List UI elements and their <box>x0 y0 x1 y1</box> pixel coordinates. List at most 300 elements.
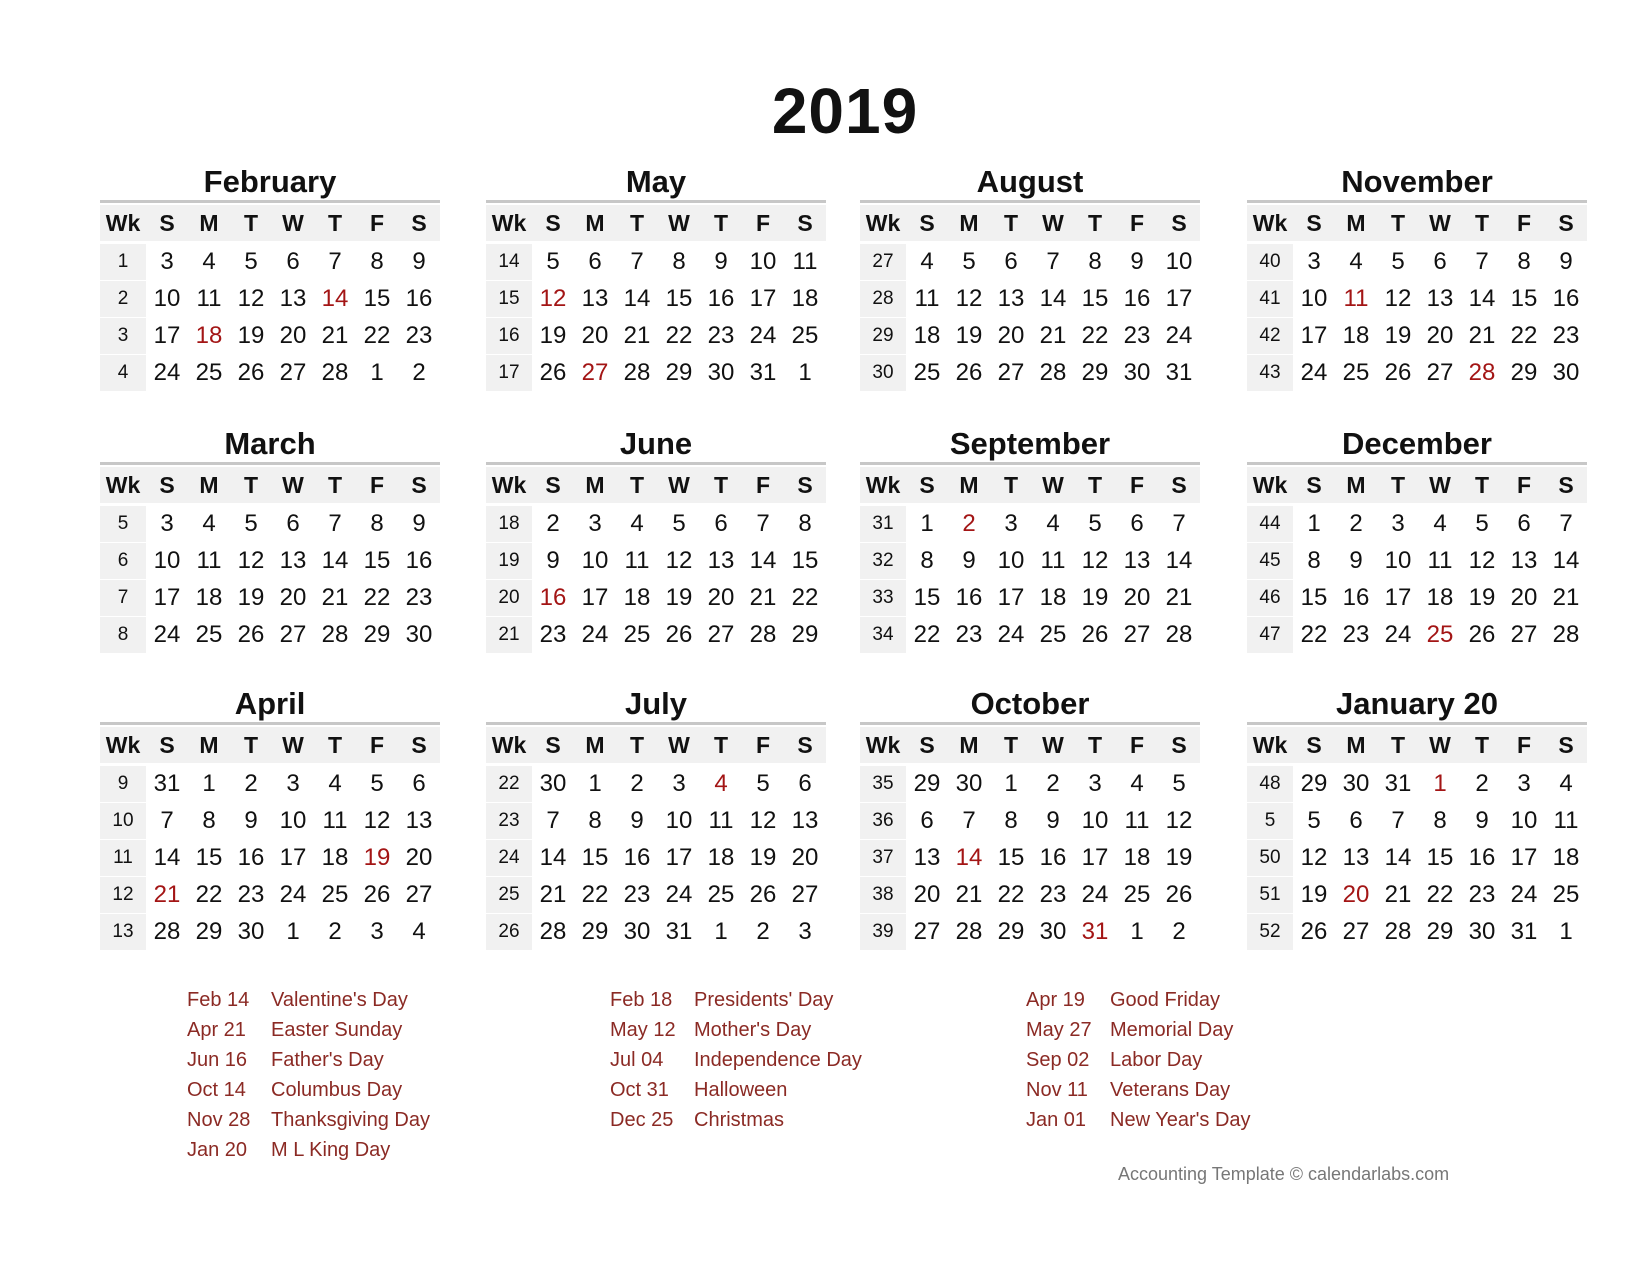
day-cell: 13 <box>581 284 609 312</box>
week-number: 17 <box>486 355 532 391</box>
month-may <box>486 164 826 391</box>
day-cell: 20 <box>581 321 609 349</box>
day-cell: 17 <box>581 583 609 611</box>
month-grid <box>486 205 826 391</box>
weekday-label: S <box>1545 205 1587 241</box>
day-cell: 21 <box>321 321 349 349</box>
day-cell: 26 <box>237 620 265 648</box>
day-cell: 6 <box>1349 806 1363 834</box>
day-cell: 11 <box>322 806 348 834</box>
week-row <box>1247 505 1587 542</box>
weekday-label: T <box>1461 727 1503 763</box>
day-cell: 4 <box>1433 509 1447 537</box>
month-grid <box>1247 467 1587 653</box>
holiday-list-item <box>1026 985 1251 1015</box>
weekday-label: S <box>398 467 440 503</box>
day-cell: 28 <box>1165 620 1193 648</box>
week-row <box>1247 280 1587 317</box>
day-cell: 17 <box>1300 321 1328 349</box>
week-number: 22 <box>486 766 532 802</box>
day-cell: 23 <box>1039 880 1067 908</box>
day-cell: 9 <box>1559 247 1573 275</box>
day-cell: 13 <box>1342 843 1370 871</box>
day-cell: 16 <box>1123 284 1151 312</box>
day-cell: 24 <box>581 620 609 648</box>
day-cell: 4 <box>202 247 216 275</box>
day-cell: 23 <box>1468 880 1496 908</box>
day-cell: 11 <box>624 546 650 574</box>
week-row <box>1247 765 1587 802</box>
day-cell: 21 <box>1039 321 1067 349</box>
week-row <box>1247 243 1587 280</box>
holiday-list-item <box>187 985 430 1015</box>
weekday-label: W <box>1419 205 1461 241</box>
day-cell: 12 <box>955 284 983 312</box>
day-cell: 12 <box>665 546 693 574</box>
weekday-label: F <box>356 205 398 241</box>
holiday-name: Good Friday <box>1110 989 1221 1011</box>
day-cell: 23 <box>1123 321 1151 349</box>
month-july <box>486 686 826 950</box>
day-cell: 19 <box>955 321 983 349</box>
week-row <box>486 913 826 950</box>
footer-credit: Accounting Template © calendarlabs.com <box>1118 1164 1450 1184</box>
week-row <box>100 579 440 616</box>
day-cell: 9 <box>1130 247 1144 275</box>
day-cell: 12 <box>1384 284 1412 312</box>
day-cell: 10 <box>1165 247 1193 275</box>
day-cell: 19 <box>1384 321 1412 349</box>
day-cell: 27 <box>1426 358 1454 386</box>
holiday-date-label: Feb 18 <box>610 989 673 1011</box>
day-cell: 15 <box>363 546 391 574</box>
week-number: 36 <box>860 803 906 839</box>
weekday-label: W <box>658 205 700 241</box>
day-cell: 29 <box>997 917 1025 945</box>
week-row <box>1247 839 1587 876</box>
day-cell: 19 <box>539 321 567 349</box>
weekday-label: T <box>230 727 272 763</box>
day-cell: 26 <box>363 880 391 908</box>
day-cell: 26 <box>749 880 777 908</box>
day-cell: 11 <box>708 806 734 834</box>
holiday-date: 18 <box>195 321 223 349</box>
day-cell: 16 <box>1342 583 1370 611</box>
day-cell: 27 <box>279 620 307 648</box>
week-row <box>100 542 440 579</box>
day-cell: 25 <box>623 620 651 648</box>
weekday-label: M <box>574 205 616 241</box>
day-cell: 31 <box>1384 769 1412 797</box>
day-cell: 16 <box>237 843 265 871</box>
day-cell: 10 <box>153 284 181 312</box>
day-cell: 10 <box>749 247 777 275</box>
day-cell: 29 <box>1300 769 1328 797</box>
day-cell: 5 <box>244 509 258 537</box>
week-number: 42 <box>1247 318 1293 354</box>
day-cell: 22 <box>997 880 1025 908</box>
day-cell: 6 <box>920 806 934 834</box>
holiday-date-label: Apr 19 <box>1026 989 1085 1011</box>
week-number: 29 <box>860 318 906 354</box>
day-cell: 15 <box>913 583 941 611</box>
holiday-name: Father's Day <box>271 1049 384 1071</box>
weekday-label: S <box>532 205 574 241</box>
day-cell: 3 <box>1088 769 1102 797</box>
day-cell: 15 <box>1081 284 1109 312</box>
year-title: 2019 <box>771 75 919 147</box>
day-cell: 22 <box>363 321 391 349</box>
day-cell: 3 <box>798 917 812 945</box>
day-cell: 13 <box>913 843 941 871</box>
day-cell: 26 <box>1165 880 1193 908</box>
weekday-label: M <box>188 727 230 763</box>
week-number-header: Wk <box>100 727 146 763</box>
day-cell: 16 <box>1039 843 1067 871</box>
day-cell: 11 <box>1124 806 1150 834</box>
day-cell: 13 <box>1426 284 1454 312</box>
week-row <box>860 579 1200 616</box>
day-cell: 16 <box>1468 843 1496 871</box>
day-cell: 24 <box>997 620 1025 648</box>
day-cell: 9 <box>630 806 644 834</box>
holiday-list-item <box>1026 1075 1251 1105</box>
day-cell: 16 <box>405 284 433 312</box>
week-number: 39 <box>860 914 906 950</box>
day-cell: 17 <box>665 843 693 871</box>
day-cell: 1 <box>1307 509 1321 537</box>
week-number-header: Wk <box>860 727 906 763</box>
day-cell: 8 <box>370 509 384 537</box>
holiday-date-label: Nov 28 <box>187 1109 251 1131</box>
weekday-label: T <box>1461 205 1503 241</box>
holiday-date: 19 <box>363 843 391 871</box>
week-number: 23 <box>486 803 532 839</box>
day-cell: 27 <box>279 358 307 386</box>
day-cell: 24 <box>1081 880 1109 908</box>
month-grid <box>100 467 440 653</box>
day-cell: 10 <box>665 806 693 834</box>
day-cell: 16 <box>405 546 433 574</box>
day-cell: 12 <box>1300 843 1328 871</box>
month-september <box>860 426 1200 653</box>
week-number: 37 <box>860 840 906 876</box>
day-cell: 21 <box>1384 880 1412 908</box>
day-cell: 17 <box>1165 284 1193 312</box>
day-cell: 24 <box>279 880 307 908</box>
day-cell: 26 <box>1300 917 1328 945</box>
day-cell: 5 <box>546 247 560 275</box>
day-cell: 1 <box>1559 917 1573 945</box>
weekday-label: T <box>990 467 1032 503</box>
weekday-label: F <box>356 467 398 503</box>
day-cell: 11 <box>1553 806 1579 834</box>
day-cell: 15 <box>1300 583 1328 611</box>
day-cell: 8 <box>798 509 812 537</box>
day-cell: 6 <box>1130 509 1144 537</box>
holiday-list-item <box>187 1105 430 1135</box>
day-cell: 27 <box>707 620 735 648</box>
holiday-date: 11 <box>1343 284 1369 312</box>
weekday-label: W <box>658 467 700 503</box>
holiday-name: Christmas <box>694 1109 785 1131</box>
day-cell: 17 <box>153 321 181 349</box>
day-cell: 22 <box>1300 620 1328 648</box>
day-cell: 23 <box>539 620 567 648</box>
month-grid <box>100 205 440 391</box>
month-grid <box>1247 205 1587 391</box>
day-cell: 16 <box>707 284 735 312</box>
day-cell: 9 <box>714 247 728 275</box>
week-number: 14 <box>486 244 532 280</box>
day-cell: 23 <box>1342 620 1370 648</box>
weekday-label: S <box>1293 727 1335 763</box>
day-cell: 28 <box>1552 620 1580 648</box>
day-cell: 4 <box>412 917 426 945</box>
day-cell: 12 <box>363 806 391 834</box>
day-cell: 9 <box>1349 546 1363 574</box>
day-cell: 6 <box>286 247 300 275</box>
week-row <box>100 839 440 876</box>
day-cell: 28 <box>321 358 349 386</box>
day-cell: 20 <box>913 880 941 908</box>
weekday-label: T <box>990 727 1032 763</box>
month-title: March <box>100 426 440 465</box>
week-row <box>1247 802 1587 839</box>
day-cell: 9 <box>962 546 976 574</box>
weekday-label: W <box>1032 727 1074 763</box>
weekday-label: W <box>1032 467 1074 503</box>
day-cell: 26 <box>1468 620 1496 648</box>
day-cell: 14 <box>749 546 777 574</box>
weekday-label: W <box>1419 727 1461 763</box>
weekday-label: T <box>1377 727 1419 763</box>
month-october <box>860 686 1200 950</box>
weekday-label: F <box>742 467 784 503</box>
day-cell: 6 <box>588 247 602 275</box>
holiday-date-label: May 12 <box>610 1019 676 1041</box>
day-cell: 14 <box>1384 843 1412 871</box>
day-cell: 18 <box>1039 583 1067 611</box>
month-december <box>1247 426 1587 653</box>
week-row <box>860 280 1200 317</box>
day-cell: 18 <box>195 583 223 611</box>
week-number-header: Wk <box>486 727 532 763</box>
weekday-label: W <box>1419 467 1461 503</box>
week-row <box>486 876 826 913</box>
day-cell: 21 <box>539 880 567 908</box>
week-number: 52 <box>1247 914 1293 950</box>
day-cell: 7 <box>160 806 174 834</box>
weekday-label: T <box>1377 467 1419 503</box>
holiday-list-item <box>610 1075 862 1105</box>
holiday-date-label: Jan 01 <box>1026 1109 1087 1131</box>
day-cell: 24 <box>1300 358 1328 386</box>
holiday-date-label: May 27 <box>1026 1019 1092 1041</box>
weekday-label: S <box>532 467 574 503</box>
holiday-date: 14 <box>955 843 983 871</box>
week-number: 50 <box>1247 840 1293 876</box>
weekday-label: W <box>1032 205 1074 241</box>
week-row <box>486 579 826 616</box>
weekday-label: M <box>188 467 230 503</box>
day-cell: 24 <box>153 620 181 648</box>
holiday-date-label: Oct 31 <box>610 1079 669 1101</box>
day-cell: 14 <box>153 843 181 871</box>
day-cell: 18 <box>1552 843 1580 871</box>
weekday-label: S <box>784 205 826 241</box>
holiday-date-label: Sep 02 <box>1026 1049 1090 1071</box>
day-cell: 29 <box>363 620 391 648</box>
day-cell: 16 <box>623 843 651 871</box>
weekday-label: S <box>906 205 948 241</box>
holiday-date: 20 <box>1342 880 1370 908</box>
week-number: 1 <box>100 244 146 280</box>
holiday-name: Independence Day <box>694 1049 862 1071</box>
weekday-label: S <box>146 467 188 503</box>
day-cell: 3 <box>672 769 686 797</box>
day-cell: 3 <box>1004 509 1018 537</box>
day-cell: 30 <box>1552 358 1580 386</box>
day-cell: 12 <box>1468 546 1496 574</box>
holiday-name: Mother's Day <box>694 1019 812 1041</box>
week-number: 18 <box>486 506 532 542</box>
day-cell: 6 <box>1517 509 1531 537</box>
day-cell: 24 <box>665 880 693 908</box>
day-cell: 5 <box>672 509 686 537</box>
day-cell: 25 <box>1039 620 1067 648</box>
holiday-list-item <box>1026 1015 1251 1045</box>
day-cell: 8 <box>1433 806 1447 834</box>
day-cell: 7 <box>962 806 976 834</box>
weekday-label: T <box>616 467 658 503</box>
holiday-date-label: Jun 16 <box>187 1049 248 1071</box>
day-cell: 5 <box>370 769 384 797</box>
week-row <box>486 765 826 802</box>
day-cell: 15 <box>195 843 223 871</box>
day-cell: 20 <box>1510 583 1538 611</box>
month-title: October <box>860 686 1200 725</box>
day-cell: 20 <box>707 583 735 611</box>
day-cell: 29 <box>1081 358 1109 386</box>
week-row <box>486 243 826 280</box>
day-cell: 6 <box>412 769 426 797</box>
day-cell: 19 <box>749 843 777 871</box>
weekday-label: T <box>1074 727 1116 763</box>
day-cell: 9 <box>412 509 426 537</box>
week-row <box>1247 542 1587 579</box>
day-cell: 2 <box>328 917 342 945</box>
day-cell: 12 <box>1165 806 1193 834</box>
day-cell: 17 <box>1081 843 1109 871</box>
day-cell: 20 <box>997 321 1025 349</box>
week-number: 3 <box>100 318 146 354</box>
day-cell: 11 <box>196 546 222 574</box>
weekday-label: W <box>658 727 700 763</box>
day-cell: 7 <box>546 806 560 834</box>
day-cell: 10 <box>1300 284 1328 312</box>
day-cell: 13 <box>997 284 1025 312</box>
day-cell: 19 <box>1468 583 1496 611</box>
weekday-header <box>486 467 826 503</box>
day-cell: 5 <box>1475 509 1489 537</box>
day-cell: 14 <box>539 843 567 871</box>
weekday-label: T <box>1074 467 1116 503</box>
holiday-list-item <box>187 1015 430 1045</box>
day-cell: 27 <box>1123 620 1151 648</box>
day-cell: 28 <box>749 620 777 648</box>
day-cell: 28 <box>153 917 181 945</box>
week-number: 28 <box>860 281 906 317</box>
month-title: December <box>1247 426 1587 465</box>
day-cell: 15 <box>1426 843 1454 871</box>
week-number-header: Wk <box>1247 467 1293 503</box>
day-cell: 12 <box>237 284 265 312</box>
day-cell: 10 <box>1384 546 1412 574</box>
week-row <box>860 243 1200 280</box>
day-cell: 8 <box>1004 806 1018 834</box>
day-cell: 4 <box>920 247 934 275</box>
day-cell: 26 <box>665 620 693 648</box>
week-number: 45 <box>1247 543 1293 579</box>
day-cell: 1 <box>1004 769 1018 797</box>
week-row <box>860 542 1200 579</box>
day-cell: 8 <box>1307 546 1321 574</box>
day-cell: 15 <box>665 284 693 312</box>
week-row <box>486 280 826 317</box>
day-cell: 30 <box>1468 917 1496 945</box>
week-number-header: Wk <box>1247 727 1293 763</box>
weekday-label: F <box>1116 205 1158 241</box>
day-cell: 19 <box>665 583 693 611</box>
day-cell: 2 <box>1172 917 1186 945</box>
holiday-list-item <box>187 1075 430 1105</box>
week-number: 13 <box>100 914 146 950</box>
day-cell: 3 <box>1517 769 1531 797</box>
week-number: 9 <box>100 766 146 802</box>
day-cell: 12 <box>237 546 265 574</box>
day-cell: 7 <box>756 509 770 537</box>
weekday-label: S <box>1293 467 1335 503</box>
weekday-label: F <box>356 727 398 763</box>
day-cell: 6 <box>286 509 300 537</box>
holiday-list-item <box>610 1105 862 1135</box>
week-number: 38 <box>860 877 906 913</box>
day-cell: 26 <box>539 358 567 386</box>
weekday-label: M <box>574 727 616 763</box>
week-number: 5 <box>1247 803 1293 839</box>
day-cell: 4 <box>202 509 216 537</box>
month-title: January 20 <box>1247 686 1587 725</box>
day-cell: 13 <box>405 806 433 834</box>
day-cell: 27 <box>405 880 433 908</box>
day-cell: 25 <box>913 358 941 386</box>
weekday-label: T <box>230 205 272 241</box>
day-cell: 8 <box>202 806 216 834</box>
day-cell: 4 <box>1130 769 1144 797</box>
day-cell: 18 <box>321 843 349 871</box>
day-cell: 10 <box>153 546 181 574</box>
day-cell: 23 <box>405 583 433 611</box>
weekday-label: T <box>616 205 658 241</box>
weekday-label: S <box>1158 727 1200 763</box>
day-cell: 1 <box>286 917 300 945</box>
holiday-name: Easter Sunday <box>271 1019 403 1041</box>
day-cell: 16 <box>955 583 983 611</box>
day-cell: 21 <box>749 583 777 611</box>
week-number-header: Wk <box>486 467 532 503</box>
day-cell: 1 <box>798 358 812 386</box>
